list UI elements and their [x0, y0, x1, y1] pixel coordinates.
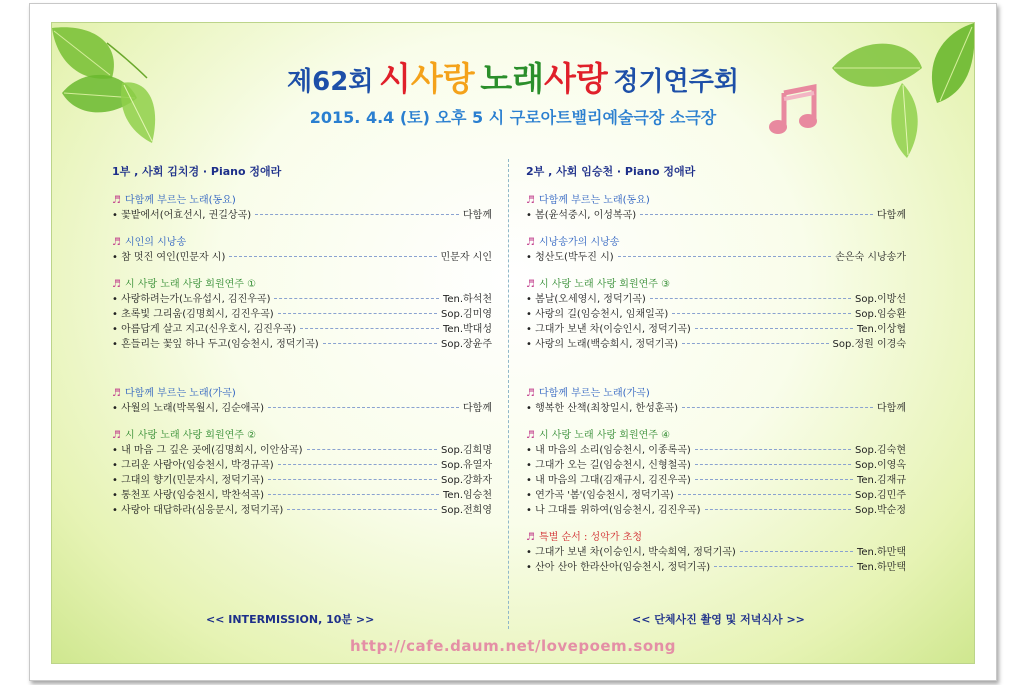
song-title: • 청산도(박두진 시) [526, 252, 614, 263]
section-title [526, 426, 906, 441]
intermission-note: << INTERMISSION, 10분 >> [206, 613, 375, 626]
performer: 손은숙 시낭송가 [835, 252, 906, 263]
section-title-text: 시낭송가의 시낭송 [538, 237, 620, 248]
program-section [112, 233, 492, 263]
program-section [112, 384, 492, 414]
performer: Sop.이방선 [855, 294, 906, 305]
performer: Ten.하만택 [856, 562, 906, 573]
title-suffix: 정기연주회 [613, 67, 739, 97]
music-note-icon: ♬ [112, 237, 121, 248]
program-item [526, 543, 906, 558]
leader-dots [714, 566, 853, 567]
music-note-icon: ♬ [112, 279, 121, 290]
performer: 민문자 시인 [440, 252, 492, 263]
program-item [112, 320, 492, 335]
program-item [112, 335, 492, 350]
program-item [526, 248, 906, 263]
program-section [112, 191, 492, 221]
program-item [112, 501, 492, 516]
song-title: • 그리운 사람아(임승천시, 박경규곡) [112, 460, 274, 471]
part2-program [526, 191, 906, 573]
song-title: • 사월의 노래(박목월시, 김순애곡) [112, 403, 264, 414]
song-title: • 행복한 산책(최창일시, 한성훈곡) [526, 403, 678, 414]
section-title [526, 275, 906, 290]
song-title: • 나 그대를 위하여(임승천시, 김진우곡) [526, 505, 701, 516]
program-section [526, 528, 906, 573]
program-item [112, 441, 492, 456]
performer: Sop.유열자 [441, 460, 492, 471]
section-title-text: 다함께 부르는 노래(가곡) [124, 388, 236, 399]
program-item [526, 206, 906, 221]
song-title: • 연가곡 '봄'(임승천시, 정덕기곡) [526, 490, 674, 501]
song-title: • 봄(윤석중시, 이성복곡) [526, 210, 637, 221]
performer: Sop.전희영 [441, 505, 492, 516]
program-item [526, 456, 906, 471]
song-title: • 통천포 사랑(임승천시, 박찬석곡) [112, 490, 264, 501]
song-title: • 사랑아 대답하라(심응문시, 정덕기곡) [112, 505, 284, 516]
program-item [112, 248, 492, 263]
leader-dots [705, 509, 852, 510]
program-item [526, 471, 906, 486]
program-section [526, 275, 906, 350]
performer: Sop.임승환 [855, 309, 906, 320]
part1-program [112, 191, 492, 516]
performer: Sop.김민주 [855, 490, 906, 501]
section-title [526, 233, 906, 248]
song-title: • 초록빛 그리움(김명희시, 김진우곡) [112, 309, 274, 320]
leader-dots [695, 479, 853, 480]
leader-dots [740, 551, 853, 552]
music-note-icon: ♬ [526, 430, 535, 441]
leader-dots [672, 313, 851, 314]
leader-dots [268, 494, 439, 495]
program-section [112, 426, 492, 516]
leader-dots [650, 298, 851, 299]
program-item [526, 399, 906, 414]
performer: Sop.정원 이경숙 [832, 339, 906, 350]
column-divider [508, 159, 509, 629]
song-title: • 참 멋진 여인(민문자 시) [112, 252, 226, 263]
song-title: • 내 마음의 그대(김재규시, 김진우곡) [526, 475, 691, 486]
program-item [112, 290, 492, 305]
section-title-text: 다함께 부르는 노래(가곡) [538, 388, 650, 399]
section-title [112, 233, 492, 248]
section-title [526, 191, 906, 206]
performer: Sop.이영옥 [855, 460, 906, 471]
performer: Ten.하석천 [442, 294, 492, 305]
concert-date-venue: 2015. 4.4 (토) 오후 5 시 구로아트밸리예술극장 소극장 [309, 108, 717, 127]
cafe-url: http://cafe.daum.net/lovepoem.song [349, 637, 677, 655]
song-title: • 사랑의 길(임승천시, 임채일곡) [526, 309, 669, 320]
performer: Ten.임승천 [442, 490, 492, 501]
part2-column [526, 163, 906, 573]
performer: 다함께 [877, 210, 906, 221]
song-title: • 그대의 향기(민문자시, 정덕기곡) [112, 475, 264, 486]
performer: Ten.이상협 [856, 324, 906, 335]
program-item [526, 305, 906, 320]
section-title [112, 275, 492, 290]
program-item [526, 558, 906, 573]
song-title: • 사랑의 노래(백승희시, 정덕기곡) [526, 339, 678, 350]
leader-dots [274, 298, 438, 299]
section-title-text: 특별 순서 : 성악가 초청 [538, 532, 642, 543]
part2-heading: 2부 , 사회 임승천 · Piano 정애라 [526, 165, 696, 178]
performer: Ten.김재규 [856, 475, 906, 486]
part1-column [112, 163, 492, 516]
performer: Sop.박순정 [855, 505, 906, 516]
title-word-4: 사랑 [544, 59, 608, 98]
music-note-icon: ♬ [112, 388, 121, 399]
leader-dots [300, 328, 439, 329]
title-prefix: 제62회 [287, 67, 374, 97]
poster [51, 22, 975, 664]
program-item [526, 320, 906, 335]
section-title [112, 384, 492, 399]
program-item [526, 501, 906, 516]
song-title: • 산아 산아 한라산아(임승천시, 정덕기곡) [526, 562, 711, 573]
leader-dots [229, 256, 436, 257]
music-note-icon: ♬ [526, 279, 535, 290]
section-title-text: 다함께 부르는 노래(동요) [124, 195, 236, 206]
leader-dots [678, 494, 851, 495]
song-title: • 봄날(오세영시, 정덕기곡) [526, 294, 646, 305]
leader-dots [323, 343, 437, 344]
program-item [526, 290, 906, 305]
section-title [526, 528, 906, 543]
performer: Sop.김희명 [441, 445, 492, 456]
title-word-1: 시 [379, 59, 411, 98]
program-item [112, 456, 492, 471]
music-note-icon: ♬ [112, 430, 121, 441]
part1-heading: 1부 , 사회 김치경 · Piano 정애라 [112, 165, 282, 178]
performer: 다함께 [463, 210, 492, 221]
section-title-text: 시 사랑 노래 사랑 회원연주 ② [124, 430, 257, 441]
leader-dots [268, 479, 437, 480]
program-item [112, 206, 492, 221]
photo-dinner-note: << 단체사진 촬영 및 저녁식사 >> [632, 613, 805, 626]
program-item [112, 486, 492, 501]
section-title [112, 191, 492, 206]
program-section [526, 384, 906, 414]
program-item [112, 305, 492, 320]
program-item [526, 441, 906, 456]
program-section [112, 275, 492, 350]
program-item [526, 486, 906, 501]
song-title: • 그대가 오는 길(임승천시, 신형철곡) [526, 460, 691, 471]
music-note-icon [766, 83, 822, 139]
program-item [112, 471, 492, 486]
section-title-text: 시인의 시낭송 [124, 237, 187, 248]
music-note-icon: ♬ [526, 388, 535, 399]
performer: Ten.박대성 [442, 324, 492, 335]
leader-dots [618, 256, 832, 257]
song-title: • 흔들리는 꽃잎 하나 두고(임승천시, 정덕기곡) [112, 339, 319, 350]
leader-dots [307, 449, 438, 450]
performer: 다함께 [463, 403, 492, 414]
performer: Sop.장윤주 [441, 339, 492, 350]
leader-dots [695, 464, 851, 465]
leader-dots [695, 449, 851, 450]
section-title-text: 시 사랑 노래 사랑 회원연주 ① [124, 279, 257, 290]
song-title: • 내 마음의 소리(임승천시, 이종록곡) [526, 445, 691, 456]
song-title: • 꽃밭에서(어효선시, 권길상곡) [112, 210, 252, 221]
concert-title [52, 53, 974, 100]
leader-dots [255, 214, 459, 215]
performer: Sop.김미영 [441, 309, 492, 320]
leader-dots [278, 313, 437, 314]
song-title: • 사랑하려는가(노유섭시, 김진우곡) [112, 294, 271, 305]
leader-dots [640, 214, 873, 215]
music-note-icon: ♬ [526, 195, 535, 206]
leader-dots [695, 328, 853, 329]
leader-dots [278, 464, 437, 465]
song-title: • 그대가 보낸 차(이승인시, 정덕기곡) [526, 324, 691, 335]
section-title [526, 384, 906, 399]
song-title: • 그대가 보낸 차(이승인시, 박숙희역, 정덕기곡) [526, 547, 736, 558]
performer: Ten.하만택 [856, 547, 906, 558]
leader-dots [682, 343, 829, 344]
program-section [526, 426, 906, 516]
music-note-icon: ♬ [112, 195, 121, 206]
section-title-text: 시 사랑 노래 사랑 회원연주 ③ [538, 279, 671, 290]
leader-dots [287, 509, 437, 510]
performer: Sop.김숙현 [855, 445, 906, 456]
performer: 다함께 [877, 403, 906, 414]
program-section [526, 191, 906, 221]
program-section [526, 233, 906, 263]
song-title: • 아름답게 살고 지고(신우호시, 김진우곡) [112, 324, 297, 335]
leader-dots [682, 407, 873, 408]
program-item [526, 335, 906, 350]
section-title [112, 426, 492, 441]
section-title-text: 시 사랑 노래 사랑 회원연주 ④ [538, 430, 671, 441]
title-word-2: 사랑 [410, 59, 475, 98]
performer: Sop.강화자 [441, 475, 492, 486]
program-item [112, 399, 492, 414]
title-word-3: 노래 [480, 59, 545, 98]
song-title: • 내 마음 그 깊은 곳에(김명희시, 이안삼곡) [112, 445, 303, 456]
music-note-icon: ♬ [526, 237, 535, 248]
music-note-icon: ♬ [526, 532, 535, 543]
section-title-text: 다함께 부르는 노래(동요) [538, 195, 650, 206]
leader-dots [268, 407, 459, 408]
